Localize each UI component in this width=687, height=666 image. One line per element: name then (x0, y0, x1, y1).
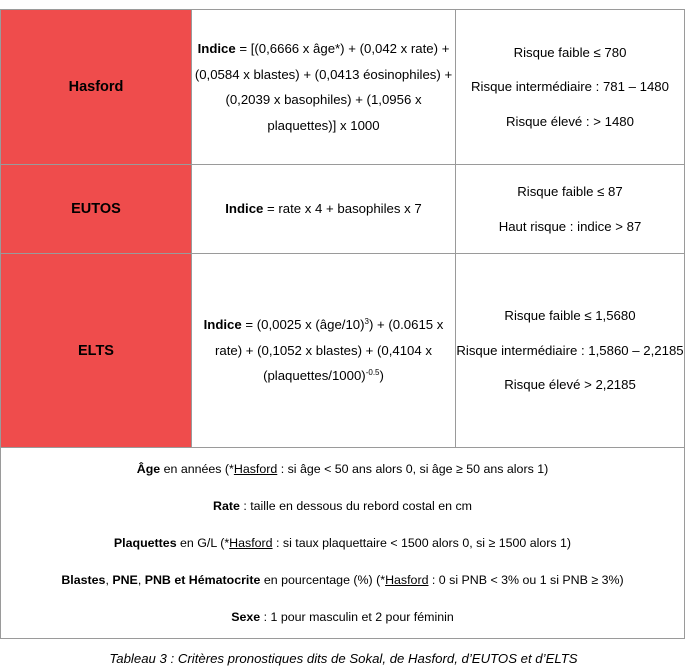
formula-label: Indice (203, 317, 242, 333)
risk-item: Risque faible ≤ 87 (517, 184, 623, 199)
legend-text: en années (* (160, 461, 234, 476)
legend-row (1, 448, 685, 639)
legend-text: en pourcentage (%) (* (260, 572, 386, 587)
formula-text: = rate x 4 + basophiles x 7 (263, 201, 422, 217)
score-formula (192, 254, 456, 448)
exponent: 3 (364, 317, 369, 327)
legend-text: : 1 pour masculin et 2 pour féminin (260, 609, 454, 624)
risk-item: Risque faible ≤ 780 (513, 44, 627, 60)
exponent: -0.5 (365, 368, 380, 378)
legend-term: PNB et Hématocrite (144, 572, 261, 587)
score-name: Hasford (1, 10, 192, 165)
table-row (1, 254, 685, 448)
legend-text: , (137, 572, 145, 587)
legend-term: Blastes (61, 572, 106, 587)
legend-sexe (1, 599, 684, 636)
legend-age (1, 451, 684, 488)
risk-levels (456, 254, 685, 448)
legend-term: Plaquettes (113, 535, 177, 550)
score-name: EUTOS (1, 165, 192, 254)
formula-text: ) + (0.0615 x rate) + (0,1052 x blastes) + (0,4104 x (plaquettes/1000) (215, 317, 444, 384)
legend-plaquettes (1, 525, 684, 562)
legend-underline: Hasford (233, 461, 278, 476)
legend-text: : si taux plaquettaire < 1500 alors 0, si ≥ 1500 alors 1) (272, 535, 572, 550)
formula-text: = [(0,6666 x âge*) + (0,042 x rate) + (0,0584 x blastes) + (0,0413 éosinophiles) + (0,2039 x basophiles) + (1,0956 x plaquettes)] x 1000 (194, 41, 453, 133)
formula-label: Indice (225, 201, 264, 217)
formula-text: = (0,0025 x (âge/10) (241, 317, 365, 333)
legend-blastes (1, 562, 684, 599)
legend-term: Rate (213, 498, 240, 513)
legend-underline: Hasford (385, 572, 429, 587)
formula-text: ) (379, 368, 384, 384)
risk-item: Risque élevé : > 1480 (506, 113, 634, 129)
table-caption: Tableau 3 : Critères pronostiques dits de Sokal, de Hasford, d’EUTOS et d’ELTS (109, 651, 578, 666)
table-row (1, 165, 685, 254)
legend-underline: Hasford (229, 535, 273, 550)
risk-levels (456, 10, 685, 165)
risk-item: Haut risque : indice > 87 (498, 218, 642, 234)
legend-text: : si âge < 50 ans alors 0, si âge ≥ 50 ans alors 1) (277, 461, 549, 476)
legend-text: , (105, 572, 113, 587)
score-name: ELTS (1, 254, 192, 448)
risk-item: Risque intermédiaire : 781 – 1480 (471, 79, 669, 95)
risk-levels (456, 165, 685, 254)
legend-term: Âge (136, 461, 161, 476)
legend-cell (1, 448, 685, 639)
score-formula (192, 10, 456, 165)
prognostic-criteria-table (0, 9, 685, 639)
risk-item: Risque intermédiaire : 1,5860 – 2,2185 (456, 342, 684, 358)
legend-text: : 0 si PNB < 3% ou 1 si PNB ≥ 3%) (428, 572, 624, 587)
risk-item: Risque faible ≤ 1,5680 (504, 308, 636, 324)
risk-item: Risque élevé > 2,2185 (504, 377, 636, 393)
legend-term: Sexe (231, 609, 261, 624)
legend-text: en G/L (* (176, 535, 230, 550)
table-row (1, 10, 685, 165)
legend-text: : taille en dessous du rebord costal en cm (239, 498, 472, 513)
score-formula (192, 165, 456, 254)
formula-label: Indice (197, 41, 236, 56)
legend-term: PNE (112, 572, 138, 587)
legend-rate (1, 488, 684, 525)
